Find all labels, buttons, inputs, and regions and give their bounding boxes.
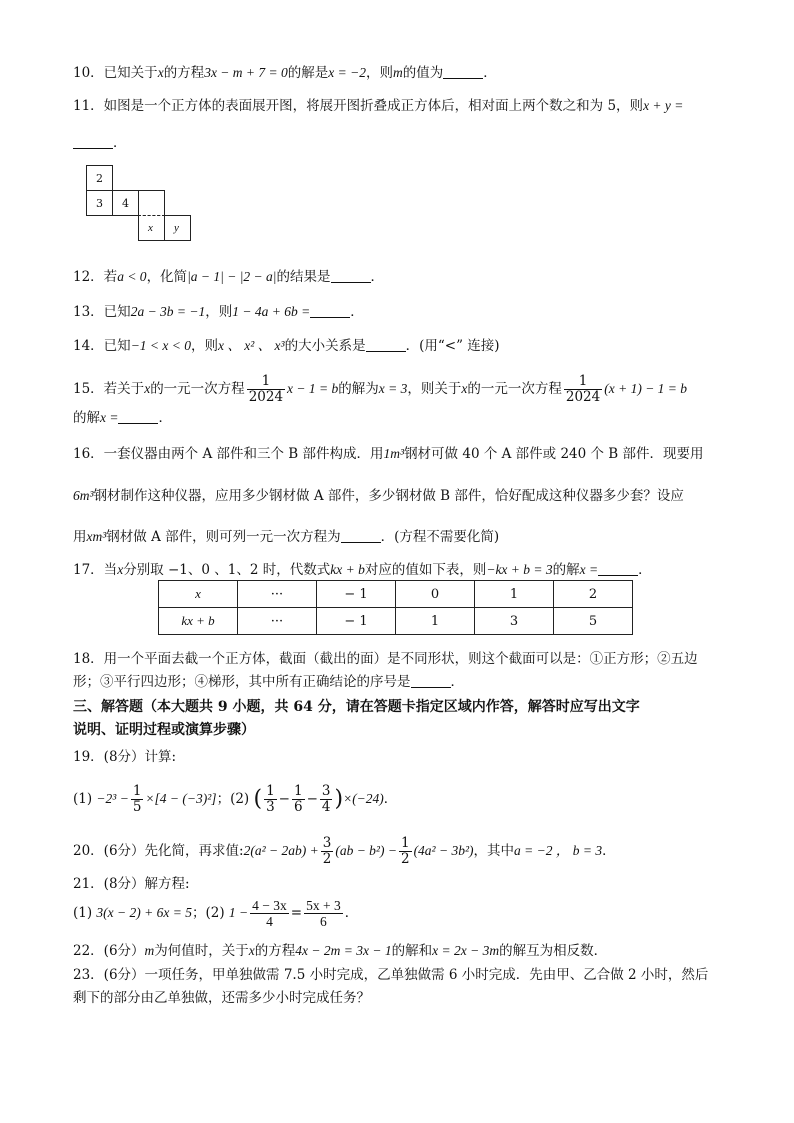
table-row: kx + b ··· − 1 1 3 5	[159, 608, 633, 635]
question-11-line2: ．	[73, 133, 127, 153]
section-heading: 三、解答题（本大题共 9 小题，共 64 分，请在答题卡指定区域内作答，解答时应写出文字	[73, 699, 640, 715]
value-table	[158, 580, 633, 635]
section-heading-line2: 说明、证明过程或演算步骤）	[73, 722, 255, 738]
answer-blank[interactable]	[331, 269, 371, 284]
answer-blank[interactable]	[310, 304, 350, 319]
question-12: 12．若a < 0，化简|a − 1| − |2 − a|的结果是 ．	[73, 269, 384, 285]
fraction: $\frac{1}{6}$	[293, 783, 303, 815]
answer-blank[interactable]	[118, 410, 158, 425]
net-cell: x	[138, 215, 165, 241]
fraction: $\frac{1}{3}$	[266, 783, 275, 815]
question-11: 11．如图是一个正方体的表面展开图，将展开图折叠成正方体后，相对面上两个数之和为 5，则x + y =	[73, 98, 684, 114]
fraction: $\frac{5x + 3}{6}$	[306, 898, 341, 929]
question-21: 21．(8分）解方程:	[73, 876, 190, 892]
fraction: $\frac{1}{2}$	[400, 835, 410, 867]
question-23-line2: 剩下的部分由乙单独做，还需多少小时完成任务？	[73, 990, 370, 1006]
question-22: 22．(6分）m为何值时，关于x的方程4x − 2m = 3x − 1的解和x = 2x − 3m的解互为相反数．	[73, 943, 608, 959]
question-10: 10．已知关于x的方程3x − m + 7 = 0的解是x = −2，则m的值为 ．	[73, 65, 497, 81]
question-18-line2: 形；③平行四边形；④梯形，其中所有正确结论的序号是 ．	[73, 674, 464, 690]
question-21-parts: (1) 3(x − 2) + 6x = 5；(2) 1 − $\frac{4 - 3x}{4}$ = $\frac{5x + 3}{6}$ ．	[73, 898, 359, 929]
answer-blank[interactable]	[73, 135, 113, 150]
question-17: 17．当x分别取 −1、0 、1、2 时，代数式kx + b对应的值如下表，则−kx + b = 3的解x = ．	[73, 562, 652, 578]
net-cell	[138, 190, 165, 216]
question-19: 19．(8分）计算:	[73, 749, 177, 765]
answer-blank[interactable]	[366, 338, 406, 353]
cube-net-figure	[86, 163, 194, 245]
answer-blank[interactable]	[411, 674, 451, 689]
net-cell: 2	[86, 165, 113, 191]
fraction: $\frac{3}{2}$	[322, 835, 332, 867]
answer-blank[interactable]	[341, 529, 381, 544]
question-15-line2: 的解x = ．	[73, 410, 172, 426]
question-16-line2: 6m³钢材制作这种仪器，应用多少钢材做 A 部件，多少钢材做 B 部件，恰好配成这种仪器多少套？设应	[73, 488, 684, 504]
answer-blank[interactable]	[443, 65, 483, 80]
net-cell: 3	[86, 190, 113, 216]
net-cell: 4	[112, 190, 139, 216]
fraction: $\frac{3}{4}$	[321, 783, 331, 815]
question-19-parts: (1) −2³ − $\frac{1}{5}$ ×[4 − (−3)²]；(2) ( $\frac{1}{3}$ − $\frac{1}{6}$ − $\frac{3}{4}$ )×(−24)．	[73, 783, 398, 815]
fraction: $\frac{1}{5}$	[132, 783, 142, 815]
question-15: 15．若关于x的一元一次方程 $\frac{1}{2024}$ x − 1 = b的解为x = 3，则关于x的一元一次方程 $\frac{1}{2024}$ (x + 1) − 1 = b	[73, 373, 688, 405]
table-row: x ··· − 1 0 1 2	[159, 581, 633, 608]
question-16: 16．一套仪器由两个 A 部件和三个 B 部件构成．用1m³钢材可做 40 个 A 部件或 240 个 B 部件．现要用	[73, 446, 704, 462]
question-14: 14．已知−1 < x < 0，则x 、 x² 、 x³的大小关系是 ．(用“<” 连接)	[73, 338, 500, 354]
question-20: 20．(6分）先化简，再求值:2(a² − 2ab) + $\frac{3}{2}$ (ab − b²) − $\frac{1}{2}$ (4a² − 3b²)，其中a = −2 ， b = 3．	[73, 835, 616, 867]
fraction: $\frac{1}{2024}$	[565, 373, 601, 405]
net-cell: y	[164, 215, 191, 241]
fraction: $\frac{4 - 3x}{4}$	[252, 898, 287, 929]
question-13: 13．已知2a − 3b = −1，则1 − 4a + 6b = ．	[73, 304, 364, 320]
fraction: $\frac{1}{2024}$	[248, 373, 284, 405]
question-18: 18．用一个平面去截一个正方体，截面（截出的面）是不同形状，则这个截面可以是：①正方形；②五边	[73, 651, 698, 667]
answer-blank[interactable]	[598, 562, 638, 577]
question-23: 23．(6分）一项任务，甲单独做需 7.5 小时完成，乙单独做需 6 小时完成．先由甲、乙合做 2 小时，然后	[73, 967, 709, 983]
question-16-line3: 用xm³钢材做 A 部件，则可列一元一次方程为 ．(方程不需要化简)	[73, 529, 500, 545]
